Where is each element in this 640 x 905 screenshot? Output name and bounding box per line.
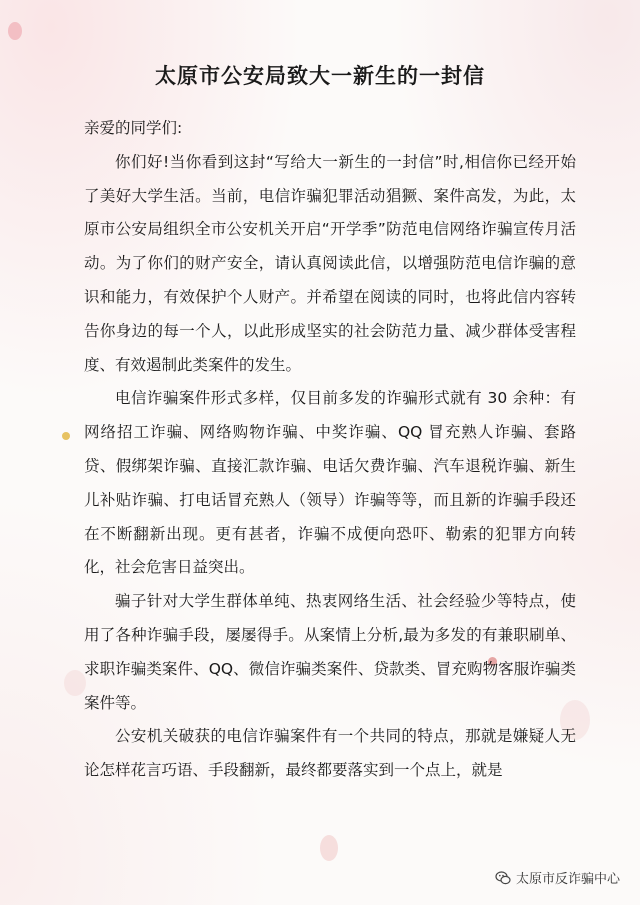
page-title: 太原市公安局致大一新生的一封信 xyxy=(155,64,485,88)
paragraph: 骗子针对大学生群体单纯、热衷网络生活、社会经验少等特点，使用了各种诈骗手段，屡屡得手。从案情上分析,最为多发的有兼职刷单、求职诈骗类案件、QQ、微信诈骗类案件、贷款类、冒充购物客服诈骗类案件等。 xyxy=(84,592,576,712)
watermark xyxy=(495,868,620,887)
watermark-text: 太原市反诈骗中心 xyxy=(515,872,620,887)
decorative-petal xyxy=(64,670,86,696)
decorative-petal xyxy=(8,22,22,40)
paragraph: 电信诈骗案件形式多样，仅目前多发的诈骗形式就有 30 余种：有网络招工诈骗、网络购物诈骗、中奖诈骗、QQ 冒充熟人诈骗、套路贷、假绑架诈骗、直接汇款诈骗、电话欠费诈骗、汽车退税诈骗、新生儿补贴诈骗、打电话冒充熟人（领导）诈骗等等，而且新的诈骗手段还在不断翻新出现。更有甚者，诈骗不成便向恐吓、勒索的犯罪方向转化，社会危害日益突出。 xyxy=(84,389,576,577)
paragraph: 你们好!当你看到这封“写给大一新生的一封信”时,相信你已经开始了美好大学生活。当前，电信诈骗犯罪活动猖獗、案件高发，为此，太原市公安局组织全市公安机关开启“开学季”防范电信网络诈骗宣传月活动。为了你们的财产安全，请认真阅读此信，以增强防范电信诈骗的意识和能力，有效保护个人财产。并希望在阅读的同时，也将此信内容转告你身边的每一个人，以此形成坚实的社会防范力量、减少群体受害程度、有效遏制此类案件的发生。 xyxy=(84,152,576,374)
decorative-petal xyxy=(320,835,338,861)
paragraph: 公安机关破获的电信诈骗案件有一个共同的特点，那就是嫌疑人无论怎样花言巧语、手段翻新，最终都要落实到一个点上，就是 xyxy=(84,727,576,780)
decorative-petal xyxy=(62,432,70,440)
salutation: 亲爱的同学们: xyxy=(84,119,183,137)
wechat-icon xyxy=(495,870,511,886)
letter-body xyxy=(84,112,576,788)
